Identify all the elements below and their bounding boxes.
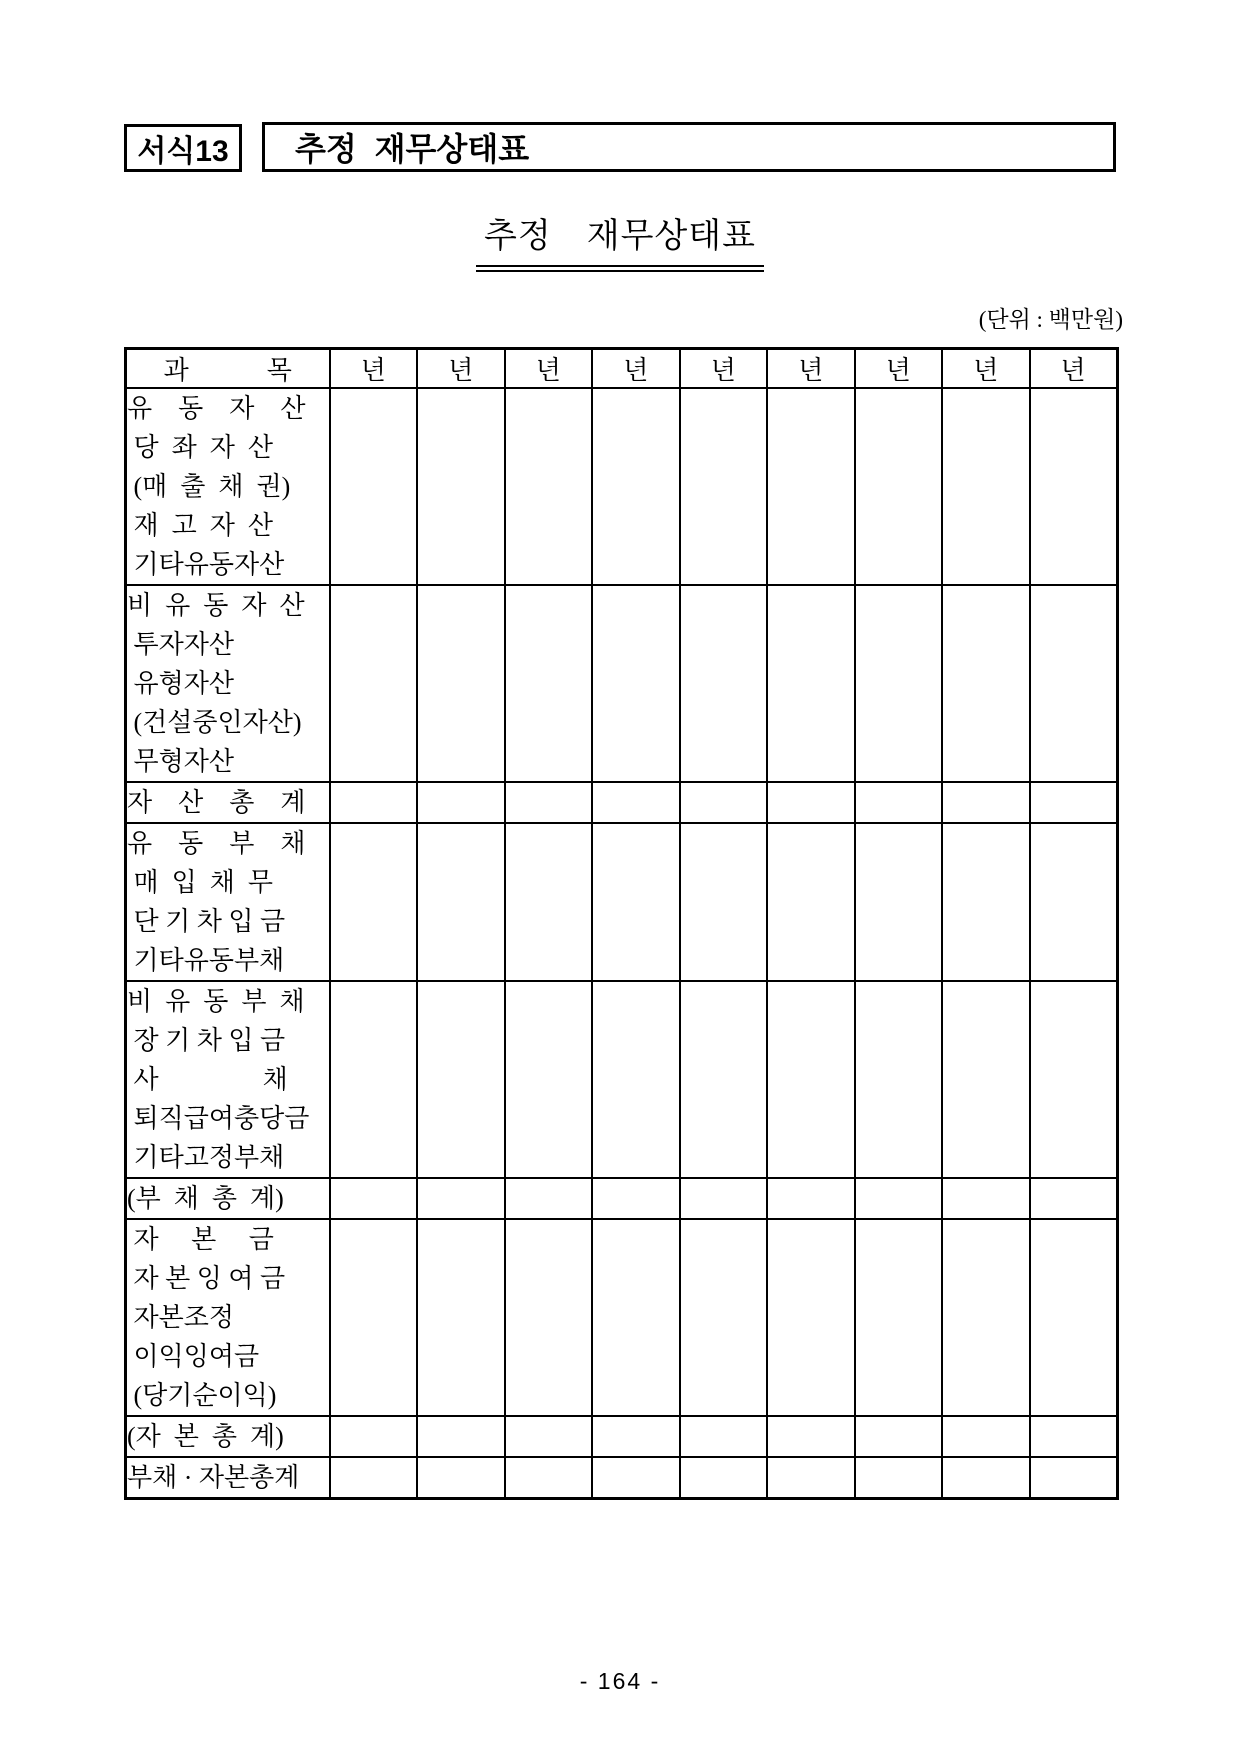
year-value-cell [942,388,1030,585]
year-value-cell [505,1457,593,1499]
item-label: 투자자산 [127,630,234,659]
year-value-cell [417,782,505,823]
year-value-cell [1030,1219,1118,1416]
year-value-cell [680,1416,768,1457]
year-column-header: 년 [680,349,768,389]
item-label: 이익잉여금 [127,1342,260,1371]
year-value-cell [942,782,1030,823]
item-label: 기타고정부채 [127,1143,285,1172]
year-value-cell [767,981,855,1178]
year-value-cell [1030,823,1118,981]
year-value-cell [1030,782,1118,823]
year-column-header: 년 [330,349,418,389]
year-value-cell [592,1457,680,1499]
row-group-non-current-liabilities [126,981,1118,1178]
row-group-total-assets [126,782,1118,823]
item-label-cell [126,388,330,585]
year-value-cell [330,1457,418,1499]
row-group-total-equity [126,1416,1118,1457]
item-label: 기타유동자산 [127,550,285,579]
year-value-cell [505,823,593,981]
year-value-cell [505,782,593,823]
year-value-cell [680,388,768,585]
year-value-cell [330,1219,418,1416]
year-value-cell [592,981,680,1178]
year-value-cell [1030,388,1118,585]
item-label: (자 본 총 계) [127,1422,284,1451]
form-code-box [124,124,242,172]
year-value-cell [855,981,943,1178]
year-value-cell [767,1178,855,1219]
page-number: - 164 - [579,1668,661,1694]
year-value-cell [855,585,943,782]
table-header [126,349,1118,389]
row-group-current-assets [126,388,1118,585]
item-label: 비 유 동 부 채 [127,987,305,1016]
form-title-box [262,122,1116,172]
year-column-header: 년 [855,349,943,389]
row-group-total-liabilities-and-equity [126,1457,1118,1499]
item-label: 자 본 금 [127,1225,274,1254]
item-label: 자 산 총 계 [127,788,306,817]
item-label: (당기순이익) [127,1381,277,1410]
year-column-header: 년 [592,349,680,389]
item-label: 사 채 [127,1065,288,1094]
year-value-cell [680,1178,768,1219]
year-value-cell [942,981,1030,1178]
item-label: 유형자산 [127,669,234,698]
year-value-cell [505,1219,593,1416]
row-group-non-current-assets [126,585,1118,782]
form-code-label: 서식13 [137,135,229,168]
year-value-cell [1030,981,1118,1178]
year-value-cell [767,1457,855,1499]
item-label: 장 기 차 입 금 [127,1026,286,1055]
row-group-total-liabilities [126,1178,1118,1219]
balance-sheet-table [124,347,1119,1500]
row-group-equity [126,1219,1118,1416]
year-value-cell [680,1219,768,1416]
year-value-cell [505,981,593,1178]
item-label: (매 출 채 권) [127,472,291,501]
item-label: 퇴직급여충당금 [127,1104,310,1133]
year-value-cell [330,1178,418,1219]
year-value-cell [855,823,943,981]
year-value-cell [767,1416,855,1457]
year-value-cell [417,1416,505,1457]
item-label: 자본조정 [127,1303,234,1332]
year-value-cell [942,1457,1030,1499]
year-value-cell [855,1178,943,1219]
year-value-cell [330,585,418,782]
year-value-cell [330,981,418,1178]
item-column-header: 과 목 [126,349,330,389]
row-group-current-liabilities [126,823,1118,981]
year-value-cell [592,782,680,823]
item-label: 비 유 동 자 산 [127,591,305,620]
year-value-cell [330,782,418,823]
year-column-header: 년 [767,349,855,389]
year-value-cell [855,388,943,585]
year-value-cell [417,981,505,1178]
year-value-cell [680,585,768,782]
item-label: 단 기 차 입 금 [127,907,286,936]
year-value-cell [592,585,680,782]
year-value-cell [855,1457,943,1499]
item-label: 당 좌 자 산 [127,433,273,462]
year-value-cell [1030,585,1118,782]
year-value-cell [767,1219,855,1416]
year-value-cell [767,388,855,585]
year-value-cell [592,388,680,585]
year-value-cell [592,1178,680,1219]
year-value-cell [505,1416,593,1457]
year-value-cell [767,585,855,782]
item-label-cell [126,981,330,1178]
item-label: 자 본 잉 여 금 [127,1264,286,1293]
table-body [126,388,1118,1499]
item-label: 부채 · 자본총계 [127,1463,300,1492]
form-title-label: 추정 재무상태표 [295,131,530,167]
year-value-cell [680,981,768,1178]
item-label: 유 동 부 채 [127,829,306,858]
item-label-cell [126,823,330,981]
item-label: (부 채 총 계) [127,1184,284,1213]
year-value-cell [942,585,1030,782]
year-value-cell [942,1416,1030,1457]
year-value-cell [417,1219,505,1416]
unit-note: (단위 : 백만원) [978,307,1123,332]
year-value-cell [417,1178,505,1219]
year-value-cell [592,823,680,981]
year-value-cell [942,823,1030,981]
year-value-cell [505,1178,593,1219]
year-value-cell [680,823,768,981]
year-value-cell [417,823,505,981]
item-label-cell [126,1416,330,1457]
year-value-cell [942,1219,1030,1416]
item-label-cell [126,1219,330,1416]
year-value-cell [680,1457,768,1499]
year-value-cell [855,782,943,823]
year-value-cell [1030,1416,1118,1457]
item-label-cell [126,782,330,823]
title-double-underline [476,265,764,272]
year-column-header: 년 [505,349,593,389]
item-label: 재 고 자 산 [127,511,273,540]
item-label: 매 입 채 무 [127,868,273,897]
year-column-header: 년 [417,349,505,389]
year-value-cell [330,823,418,981]
year-value-cell [417,585,505,782]
year-value-cell [592,1416,680,1457]
year-value-cell [942,1178,1030,1219]
year-value-cell [1030,1178,1118,1219]
item-label-cell [126,1178,330,1219]
item-label: 무형자산 [127,747,234,776]
year-value-cell [767,823,855,981]
year-value-cell [505,388,593,585]
year-value-cell [592,1219,680,1416]
item-label: 기타유동부채 [127,946,285,975]
year-value-cell [680,782,768,823]
year-value-cell [330,388,418,585]
header-row [126,349,1118,389]
year-value-cell [417,1457,505,1499]
year-value-cell [505,585,593,782]
item-label: (건설중인자산) [127,708,302,737]
year-value-cell [855,1416,943,1457]
year-value-cell [855,1219,943,1416]
year-column-header: 년 [1030,349,1118,389]
year-value-cell [767,782,855,823]
item-label-cell [126,1457,330,1499]
document-title: 추정 재무상태표 [484,218,756,255]
year-value-cell [417,388,505,585]
item-label-cell [126,585,330,782]
year-value-cell [1030,1457,1118,1499]
year-column-header: 년 [942,349,1030,389]
item-label: 유 동 자 산 [127,394,306,423]
year-value-cell [330,1416,418,1457]
